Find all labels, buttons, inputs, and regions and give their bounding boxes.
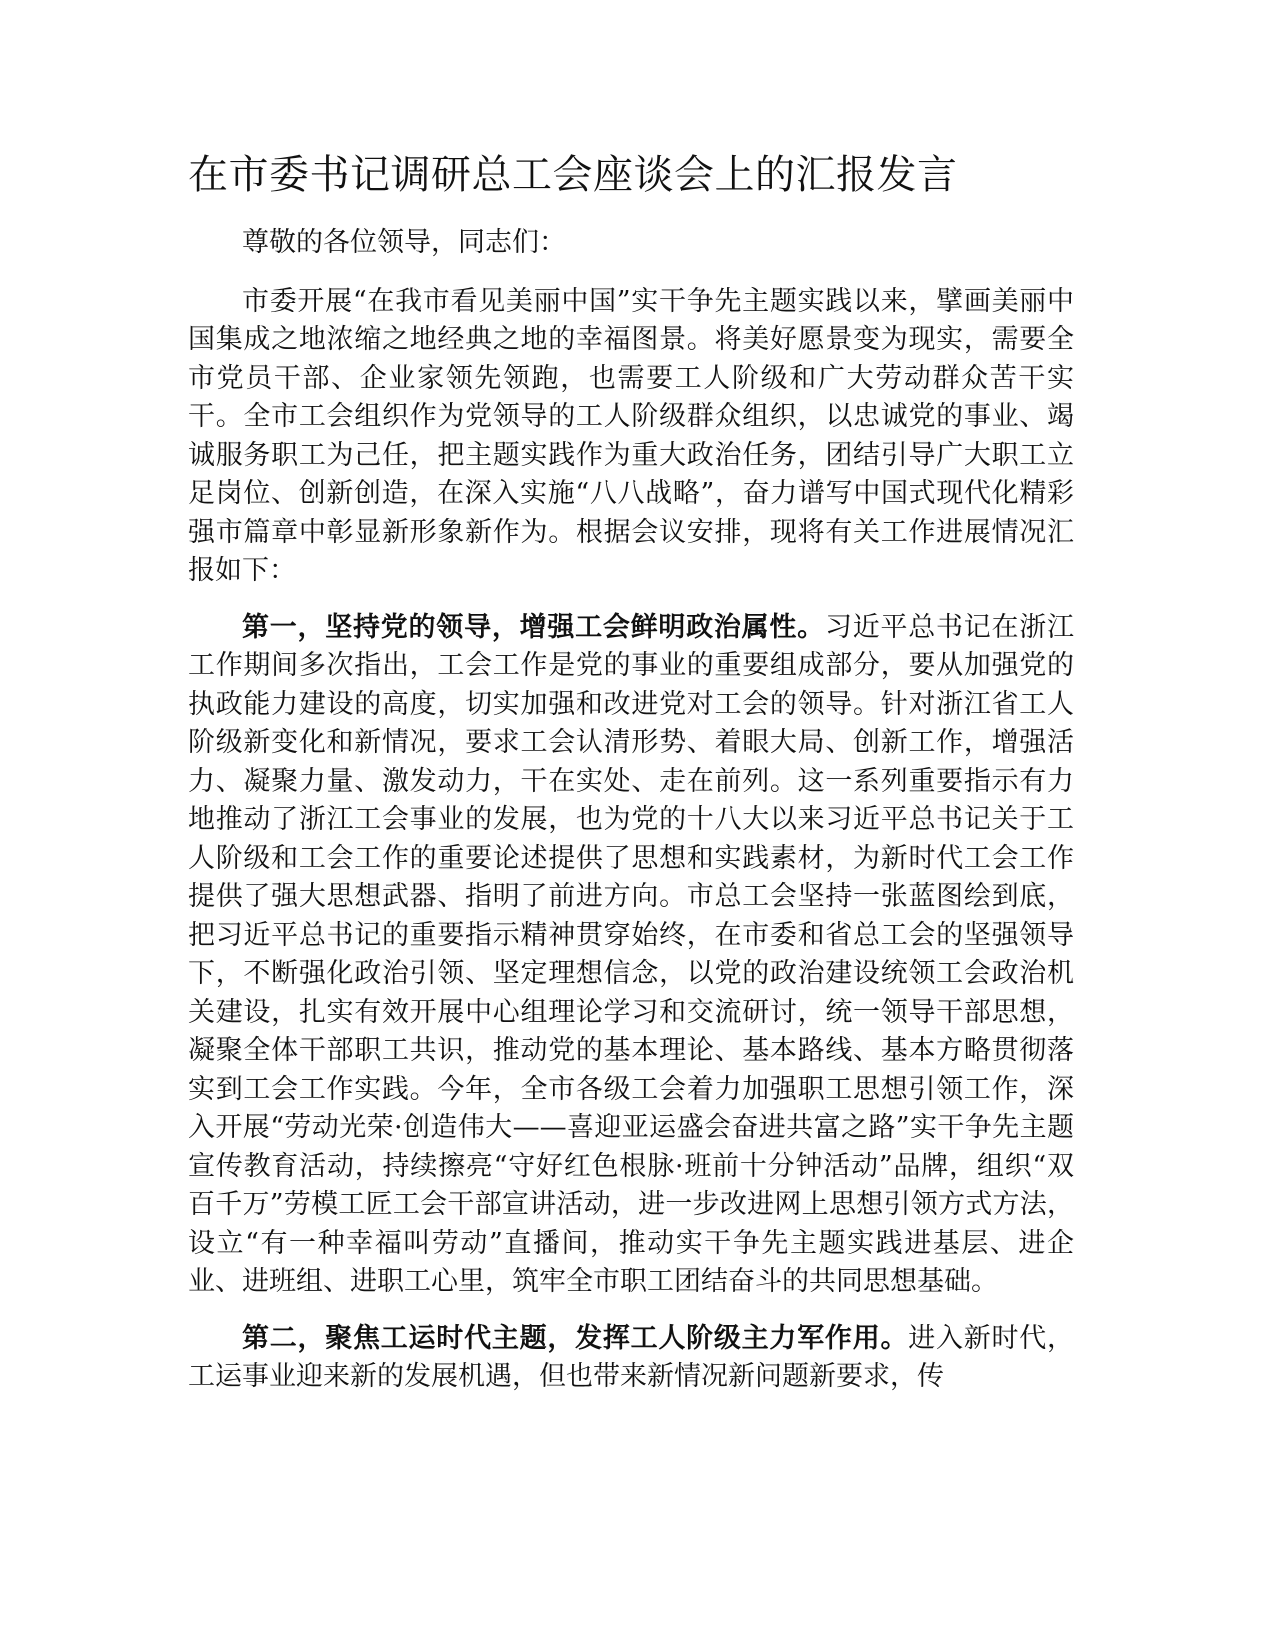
section-body-1: 习近平总书记在浙江工作期间多次指出，工会工作是党的事业的重要组成部分，要从加强党的执政能力建设的高度，切实加强和改进党对工会的领导。针对浙江省工人阶级新变化和新情况，要求工会认清形势、着眼大局、创新工作，增强活力、凝聚力量、激发动力，干在实处、走在前列。这一系列重要指示有力地推动了浙江工会事业的发展，也为党的十八大以来习近平总书记关于工人阶级和工会工作的重要论述提供了思想和实践素材，为新时代工会工作提供了强大思想武器、指明了前进方向。市总工会坚持一张蓝图绘到底，把习近平总书记的重要指示精神贯穿始终，在市委和省总工会的坚强领导下，不断强化政治引领、坚定理想信念，以党的政治建设统领工会政治机关建设，扎实有效开展中心组理论学习和交流研讨，统一领导干部思想，凝聚全体干部职工共识，推动党的基本理论、基本路线、基本方略贯彻落实到工会工作实践。今年，全市各级工会着力加强职工思想引领工作，深入开展“劳动光荣·创造伟大——喜迎亚运盛会奋进共富之路”实干争先主题宣传教育活动，持续擦亮“守好红色根脉·班前十分钟活动”品牌，组织“双百千万”劳模工匠工会干部宣讲活动，进一步改进网上思想引领方式方法，设立“有一种幸福叫劳动”直播间，推动实干争先主题实践进基层、进企业、进班组、进职工心里，筑牢全市职工团结奋斗的共同思想基础。 [188, 611, 1075, 1297]
section-paragraph-2 [188, 1320, 1074, 1397]
section-body-2: 进入新时代，工运事业迎来新的发展机遇，但也带来新情况新问题新要求，传 [188, 1322, 1075, 1392]
page-title: 在市委书记调研总工会座谈会上的汇报发言 [188, 152, 958, 198]
section-paragraph-1 [188, 609, 1074, 1302]
section-heading-2: 第二，聚焦工运时代主题，发挥工人阶级主力军作用。 [242, 1322, 909, 1354]
intro-paragraph: 市委开展“在我市看见美丽中国”实干争先主题实践以来，擘画美丽中国集成之地浓缩之地经典之地的幸福图景。将美好愿景变为现实，需要全市党员干部、企业家领先领跑，也需要工人阶级和广大劳动群众苦干实干。全市工会组织作为党领导的工人阶级群众组织，以忠诚党的事业、竭诚服务职工为己任，把主题实践作为重大政治任务，团结引导广大职工立足岗位、创新创造，在深入实施“八八战略”，奋力谱写中国式现代化精彩强市篇章中彰显新形象新作为。根据会议安排，现将有关工作进展情况汇报如下： [188, 285, 1074, 586]
salutation: 尊敬的各位领导，同志们： [242, 227, 566, 258]
section-heading-1: 第一，坚持党的领导，增强工会鲜明政治属性。 [242, 611, 825, 643]
document-body [188, 148, 1074, 1415]
